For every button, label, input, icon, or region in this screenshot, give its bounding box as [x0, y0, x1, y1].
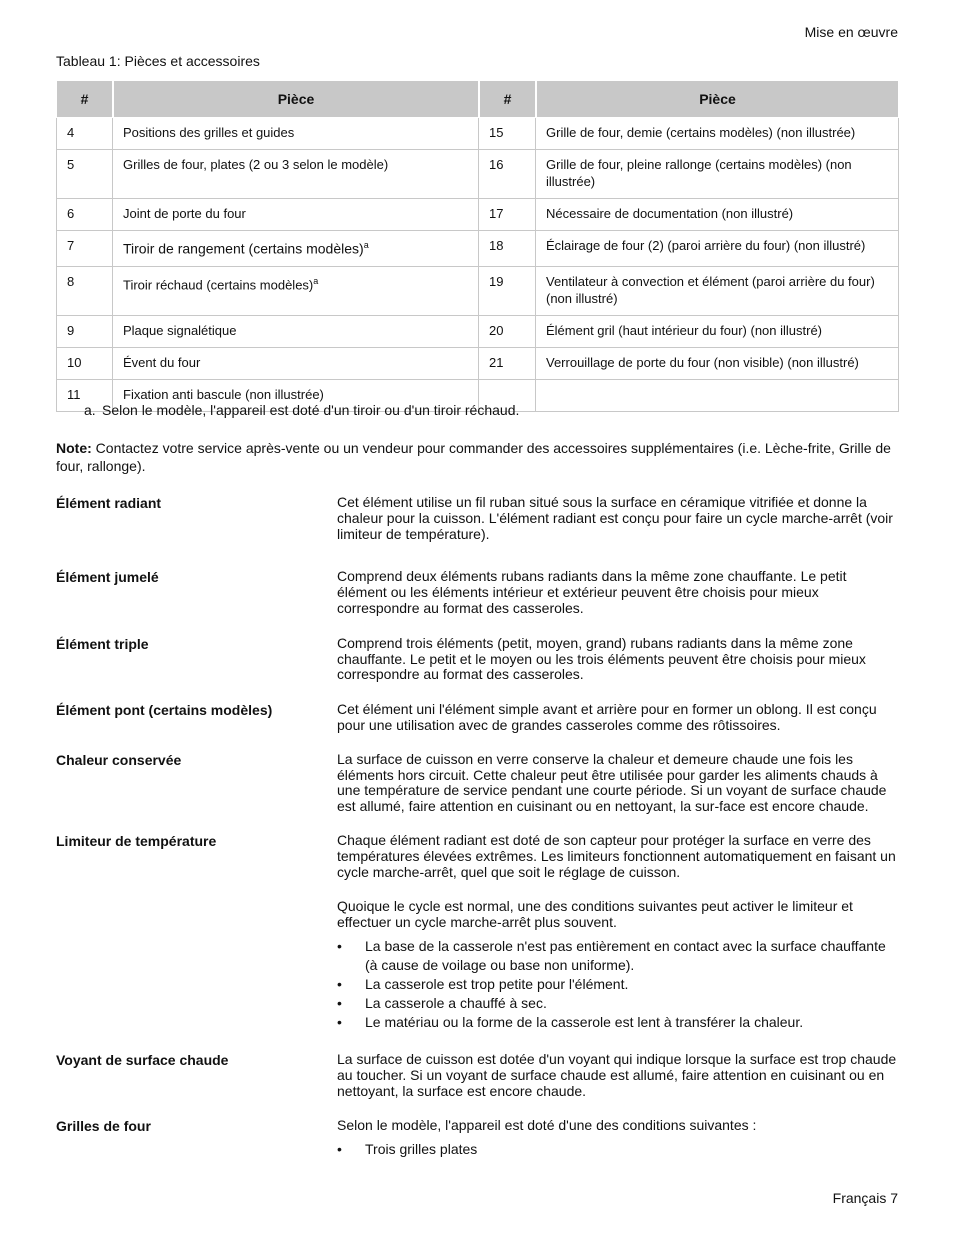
part-number: 15 — [479, 118, 536, 150]
list-item-text: La base de la casserole n'est pas entièrement en contact avec la surface chauffante (à cause de voilage ou base non uniforme). — [365, 937, 886, 973]
part-name: Grilles de four, plates (2 ou 3 selon le modèle) — [113, 150, 479, 199]
table-row — [56, 118, 899, 150]
part-name: Ventilateur à convection et élément (paroi arrière du four) (non illustré) — [536, 267, 899, 316]
part-name — [113, 267, 479, 316]
definition-term: Élément triple — [56, 635, 149, 652]
note-text: Contactez votre service après-vente ou un vendeur pour commander des accessoires supplémentaires (i.e. Lèche-frite, Grille de four, rallonge). — [56, 440, 891, 474]
definition-term: Grilles de four — [56, 1118, 151, 1135]
part-number: 4 — [56, 118, 113, 150]
definition-bridge-element — [56, 702, 898, 734]
table-footnote — [86, 402, 519, 418]
part-name: Plaque signalétique — [113, 316, 479, 348]
definition-text: La surface de cuisson est dotée d'un voyant qui indique lorsque la surface est trop chaude au toucher. Si un voyant de surface chaude est allumé, faire attention en cuisinant ou en nettoyant, la surface est encore chaude. — [337, 1050, 897, 1099]
definition-radiant-element — [56, 495, 898, 542]
part-number: 21 — [479, 348, 536, 380]
part-name: Grille de four, demie (certains modèles) (non illustrée) — [536, 118, 899, 150]
definition-term: Élément pont (certains modèles) — [56, 702, 273, 719]
definition-dual-element — [56, 569, 898, 616]
bullet-icon: • — [337, 937, 342, 954]
definition-term: Voyant de surface chaude — [56, 1051, 229, 1068]
part-number: 17 — [479, 199, 536, 231]
table-row — [56, 150, 899, 199]
parts-table — [56, 80, 899, 412]
list-item — [337, 1140, 898, 1159]
part-number: 16 — [479, 150, 536, 199]
definition-hot-surface-light — [56, 1052, 898, 1099]
header-part-1: Pièce — [113, 80, 479, 118]
part-name: Nécessaire de documentation (non illustré) — [536, 199, 899, 231]
table-header-row — [56, 80, 899, 118]
part-number: 6 — [56, 199, 113, 231]
part-number: 9 — [56, 316, 113, 348]
table-row — [56, 348, 899, 380]
part-number: 10 — [56, 348, 113, 380]
definition-text: Cet élément uni l'élément simple avant et arrière pour en former un oblong. Il est conçu pour une utilisation avec de grandes casseroles comme des rôtissoires. — [337, 701, 877, 733]
note-label: Note: — [56, 440, 92, 456]
bullet-icon: • — [337, 1141, 342, 1158]
part-name: Élément gril (haut intérieur du four) (non illustré) — [536, 316, 899, 348]
definition-text: Chaque élément radiant est doté de son capteur pour protéger la surface en verre des températures élevées extrêmes. Les limiteurs fonctionnent automatiquement en faisant un cycle marche-arrêt, quel que soit le réglage de cuisson. — [337, 831, 896, 880]
part-name: Évent du four — [113, 348, 479, 380]
table-row — [56, 199, 899, 231]
part-name-text: Tiroir de rangement (certains modèles) — [123, 240, 364, 257]
part-number: 7 — [56, 231, 113, 267]
part-name — [113, 231, 479, 267]
footnote-mark: a. — [84, 402, 96, 418]
header-number-2: # — [479, 80, 536, 118]
table-row — [56, 316, 899, 348]
part-number: 11 — [56, 380, 113, 412]
definition-term: Chaleur conservée — [56, 751, 182, 768]
definition-text: Comprend deux éléments rubans radiants dans la même zone chauffante. Le petit élément ou les éléments intérieur et extérieur peuvent être choisis pour mieux correspondre au format des casseroles. — [337, 568, 847, 616]
part-number: 18 — [479, 231, 536, 267]
footnote-ref: a — [363, 240, 369, 250]
part-name: Fixation anti bascule (non illustrée) — [113, 380, 479, 412]
list-item — [337, 975, 898, 994]
list-item-text: La casserole a chauffé à sec. — [365, 994, 547, 1011]
list-item — [337, 1013, 898, 1032]
definition-text-2: Quoique le cycle est normal, une des conditions suivantes peut activer le limiteur et effectuer un cycle marche-arrêt plus souvent. — [337, 898, 853, 931]
definition-text: La surface de cuisson en verre conserve la chaleur et demeure chaude une fois les éléments hors circuit. Cette chaleur peut être utilisée pour garder les aliments chauds à une température de service pendant une courte période. Si un voyant de surface chaude est allumé, faire attention en cuisinant ou en nettoyant, la sur-face est encore chaude. — [337, 750, 887, 815]
part-name: Positions des grilles et guides — [113, 118, 479, 150]
part-number: 5 — [56, 150, 113, 199]
bullet-icon: • — [337, 1013, 342, 1030]
definition-term: Élément radiant — [56, 495, 162, 511]
note-paragraph — [56, 439, 898, 475]
condition-list — [337, 937, 898, 1032]
part-name-text: Tiroir réchaud (certains modèles) — [123, 276, 314, 292]
definition-text: Comprend trois éléments (petit, moyen, grand) rubans radiants dans la même zone chauffante. Le petit et le moyen ou les trois éléments peuvent être choisis pour mieux correspondre au format des casseroles. — [337, 634, 866, 683]
table-row — [56, 231, 899, 267]
header-part-2: Pièce — [536, 80, 899, 118]
part-number: 20 — [479, 316, 536, 348]
table-caption: Tableau 1: Pièces et accessoires — [56, 53, 260, 69]
bullet-icon: • — [337, 975, 342, 992]
definition-text: Selon le modèle, l'appareil est doté d'une des conditions suivantes : — [337, 1117, 757, 1134]
definition-triple-element — [56, 636, 898, 683]
list-item-text: Le matériau ou la forme de la casserole est lent à transférer la chaleur. — [365, 1013, 804, 1030]
definition-term: Limiteur de température — [56, 832, 217, 849]
part-number: 8 — [56, 267, 113, 316]
bullet-icon: • — [337, 994, 342, 1011]
definition-text: Cet élément utilise un fil ruban situé sous la surface en céramique vitrifiée et donne la chaleur pour la cuisson. L'élément radiant est conçu pour faire un cycle marche-arrêt (voir limiteur de température). — [337, 494, 893, 542]
part-name: Éclairage de four (2) (paroi arrière du four) (non illustré) — [536, 231, 899, 267]
list-item-text: La casserole est trop petite pour l'élément. — [365, 975, 629, 992]
definition-term: Élément jumelé — [56, 569, 159, 586]
list-item — [337, 994, 898, 1013]
section-header: Mise en œuvre — [804, 24, 898, 40]
definitions-list — [56, 495, 898, 1159]
rack-list — [337, 1140, 898, 1159]
part-name — [536, 380, 899, 412]
part-number: 19 — [479, 267, 536, 316]
list-item — [337, 937, 898, 975]
page-number: Français 7 — [832, 1190, 898, 1206]
footnote-text: Selon le modèle, l'appareil est doté d'un tiroir ou d'un tiroir réchaud. — [102, 402, 520, 418]
header-number-1: # — [56, 80, 113, 118]
list-item-text: Trois grilles plates — [365, 1141, 478, 1158]
footnote-ref: a — [313, 275, 319, 286]
part-name: Grille de four, pleine rallonge (certains modèles) (non illustrée) — [536, 150, 899, 199]
part-name: Joint de porte du four — [113, 199, 479, 231]
definition-temperature-limiter — [56, 833, 898, 1032]
definition-oven-racks — [56, 1118, 898, 1159]
table-row — [56, 267, 899, 316]
definition-retained-heat — [56, 752, 898, 815]
part-name: Verrouillage de porte du four (non visible) (non illustré) — [536, 348, 899, 380]
